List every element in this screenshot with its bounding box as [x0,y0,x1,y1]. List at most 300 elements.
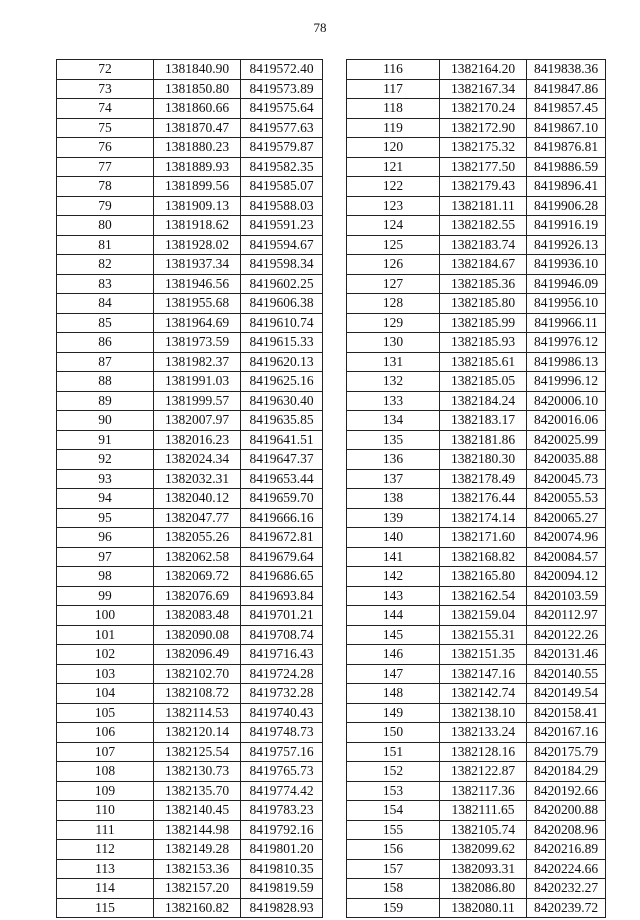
table-row [347,294,606,314]
table-row [57,177,323,197]
point-number-cell: 152 [347,762,440,782]
coordinate-x-cell: 1382062.58 [154,547,241,567]
coordinate-y-cell: 8420158.41 [527,703,606,723]
coordinate-y-cell: 8420167.16 [527,723,606,743]
coordinate-x-cell: 1382180.30 [440,450,527,470]
point-number-cell: 73 [57,79,154,99]
table-row [57,294,323,314]
coordinate-x-cell: 1382142.74 [440,684,527,704]
coordinate-x-cell: 1382135.70 [154,781,241,801]
coordinate-x-cell: 1382076.69 [154,586,241,606]
table-row [57,255,323,275]
table-row [347,762,606,782]
point-number-cell: 131 [347,352,440,372]
coordinate-x-cell: 1381964.69 [154,313,241,333]
table-row [57,274,323,294]
coordinate-y-cell: 8419857.45 [527,99,606,119]
table-row [57,489,323,509]
coordinate-y-cell: 8419986.13 [527,352,606,372]
coordinate-y-cell: 8420192.66 [527,781,606,801]
coordinate-x-cell: 1382176.44 [440,489,527,509]
point-number-cell: 150 [347,723,440,743]
coordinate-x-cell: 1382047.77 [154,508,241,528]
coordinate-x-cell: 1381999.57 [154,391,241,411]
coordinate-x-cell: 1382055.26 [154,528,241,548]
table-row [347,138,606,158]
coordinate-y-cell: 8419641.51 [241,430,323,450]
table-row [57,138,323,158]
coordinate-y-cell: 8419686.65 [241,567,323,587]
coordinate-x-cell: 1382122.87 [440,762,527,782]
coordinate-x-cell: 1382069.72 [154,567,241,587]
coordinate-x-cell: 1381918.62 [154,216,241,236]
coordinate-y-cell: 8420140.55 [527,664,606,684]
table-row [57,157,323,177]
point-number-cell: 72 [57,60,154,80]
coordinate-y-cell: 8419748.73 [241,723,323,743]
point-number-cell: 110 [57,801,154,821]
point-number-cell: 105 [57,703,154,723]
table-row [347,430,606,450]
coordinate-x-cell: 1381880.23 [154,138,241,158]
table-row [57,235,323,255]
point-number-cell: 106 [57,723,154,743]
point-number-cell: 107 [57,742,154,762]
coordinates-table-right [346,59,606,918]
coordinate-y-cell: 8419976.12 [527,333,606,353]
point-number-cell: 91 [57,430,154,450]
coordinate-y-cell: 8419838.36 [527,60,606,80]
table-row [347,118,606,138]
table-row [347,586,606,606]
point-number-cell: 126 [347,255,440,275]
table-row [57,703,323,723]
table-row [347,196,606,216]
coordinate-x-cell: 1382144.98 [154,820,241,840]
coordinate-y-cell: 8420084.57 [527,547,606,567]
table-row [57,118,323,138]
coordinate-x-cell: 1382162.54 [440,586,527,606]
coordinate-y-cell: 8419801.20 [241,840,323,860]
point-number-cell: 100 [57,606,154,626]
point-number-cell: 149 [347,703,440,723]
coordinate-x-cell: 1382164.20 [440,60,527,80]
coordinate-y-cell: 8420035.88 [527,450,606,470]
coordinate-y-cell: 8420131.46 [527,645,606,665]
coordinate-x-cell: 1381850.80 [154,79,241,99]
coordinate-y-cell: 8419936.10 [527,255,606,275]
table-row [347,898,606,918]
point-number-cell: 141 [347,547,440,567]
coordinate-y-cell: 8419757.16 [241,742,323,762]
point-number-cell: 155 [347,820,440,840]
table-row [57,723,323,743]
coordinate-y-cell: 8419886.59 [527,157,606,177]
table-row [347,79,606,99]
table-row [347,352,606,372]
coordinate-y-cell: 8419615.33 [241,333,323,353]
point-number-cell: 116 [347,60,440,80]
table-row [347,625,606,645]
point-number-cell: 102 [57,645,154,665]
point-number-cell: 90 [57,411,154,431]
point-number-cell: 80 [57,216,154,236]
coordinate-x-cell: 1382114.53 [154,703,241,723]
table-row [347,528,606,548]
point-number-cell: 96 [57,528,154,548]
coordinate-y-cell: 8419996.12 [527,372,606,392]
coordinate-y-cell: 8419572.40 [241,60,323,80]
point-number-cell: 129 [347,313,440,333]
coordinate-y-cell: 8420065.27 [527,508,606,528]
point-number-cell: 159 [347,898,440,918]
coordinate-y-cell: 8419916.19 [527,216,606,236]
table-row [347,606,606,626]
coordinate-y-cell: 8419679.64 [241,547,323,567]
coordinate-x-cell: 1382138.10 [440,703,527,723]
table-row [57,333,323,353]
point-number-cell: 99 [57,586,154,606]
coordinate-y-cell: 8419573.89 [241,79,323,99]
table-row [347,684,606,704]
coordinate-y-cell: 8419819.59 [241,879,323,899]
table-row [347,333,606,353]
coordinate-y-cell: 8420055.53 [527,489,606,509]
coordinate-y-cell: 8419598.34 [241,255,323,275]
coordinate-x-cell: 1381928.02 [154,235,241,255]
table-row [57,508,323,528]
point-number-cell: 156 [347,840,440,860]
point-number-cell: 154 [347,801,440,821]
coordinate-y-cell: 8419867.10 [527,118,606,138]
coordinate-x-cell: 1381946.56 [154,274,241,294]
coordinate-x-cell: 1382165.80 [440,567,527,587]
coordinate-y-cell: 8419792.16 [241,820,323,840]
coordinate-x-cell: 1382181.86 [440,430,527,450]
table-row [347,177,606,197]
point-number-cell: 125 [347,235,440,255]
coordinates-table-left [56,59,323,918]
coordinate-y-cell: 8419926.13 [527,235,606,255]
table-row [57,801,323,821]
point-number-cell: 133 [347,391,440,411]
coordinate-y-cell: 8419620.13 [241,352,323,372]
coordinate-y-cell: 8420184.29 [527,762,606,782]
table-row [347,313,606,333]
point-number-cell: 136 [347,450,440,470]
coordinate-x-cell: 1382183.74 [440,235,527,255]
coordinate-x-cell: 1382096.49 [154,645,241,665]
coordinate-x-cell: 1382117.36 [440,781,527,801]
coordinate-x-cell: 1382040.12 [154,489,241,509]
point-number-cell: 103 [57,664,154,684]
table-row [347,840,606,860]
table-row [347,879,606,899]
table-row [57,99,323,119]
coordinate-y-cell: 8419577.63 [241,118,323,138]
coordinate-y-cell: 8419946.09 [527,274,606,294]
table-row [347,60,606,80]
coordinate-y-cell: 8419716.43 [241,645,323,665]
coordinate-x-cell: 1381955.68 [154,294,241,314]
coordinate-y-cell: 8419647.37 [241,450,323,470]
table-row [57,625,323,645]
coordinate-x-cell: 1382147.16 [440,664,527,684]
coordinate-x-cell: 1382149.28 [154,840,241,860]
table-row [347,411,606,431]
point-number-cell: 77 [57,157,154,177]
table-row [57,430,323,450]
table-row [57,216,323,236]
table-row [57,645,323,665]
coordinate-x-cell: 1382102.70 [154,664,241,684]
point-number-cell: 98 [57,567,154,587]
table-row [347,742,606,762]
point-number-cell: 128 [347,294,440,314]
point-number-cell: 114 [57,879,154,899]
point-number-cell: 81 [57,235,154,255]
coordinate-x-cell: 1381860.66 [154,99,241,119]
coordinate-x-cell: 1382086.80 [440,879,527,899]
coordinate-y-cell: 8419591.23 [241,216,323,236]
coordinate-y-cell: 8419774.42 [241,781,323,801]
coordinate-y-cell: 8420200.88 [527,801,606,821]
point-number-cell: 127 [347,274,440,294]
point-number-cell: 83 [57,274,154,294]
coordinate-x-cell: 1381991.03 [154,372,241,392]
table-row [347,255,606,275]
table-row [347,781,606,801]
point-number-cell: 78 [57,177,154,197]
point-number-cell: 109 [57,781,154,801]
point-number-cell: 140 [347,528,440,548]
coordinate-y-cell: 8420074.96 [527,528,606,548]
coordinate-x-cell: 1382181.11 [440,196,527,216]
point-number-cell: 111 [57,820,154,840]
coordinate-x-cell: 1382140.45 [154,801,241,821]
coordinate-x-cell: 1382128.16 [440,742,527,762]
coordinate-x-cell: 1382183.17 [440,411,527,431]
coordinate-y-cell: 8419672.81 [241,528,323,548]
point-number-cell: 153 [347,781,440,801]
point-number-cell: 75 [57,118,154,138]
coordinate-y-cell: 8420149.54 [527,684,606,704]
coordinate-x-cell: 1382032.31 [154,469,241,489]
point-number-cell: 139 [347,508,440,528]
coordinate-x-cell: 1382130.73 [154,762,241,782]
point-number-cell: 119 [347,118,440,138]
point-number-cell: 120 [347,138,440,158]
coordinate-x-cell: 1382185.05 [440,372,527,392]
point-number-cell: 158 [347,879,440,899]
coordinate-x-cell: 1381973.59 [154,333,241,353]
coordinate-y-cell: 8420112.97 [527,606,606,626]
point-number-cell: 88 [57,372,154,392]
table-row [347,391,606,411]
coordinate-y-cell: 8420045.73 [527,469,606,489]
table-row [347,372,606,392]
coordinate-y-cell: 8419625.16 [241,372,323,392]
coordinate-x-cell: 1382185.36 [440,274,527,294]
coordinate-y-cell: 8419708.74 [241,625,323,645]
point-number-cell: 146 [347,645,440,665]
point-number-cell: 134 [347,411,440,431]
point-number-cell: 92 [57,450,154,470]
coordinate-y-cell: 8420239.72 [527,898,606,918]
coordinate-y-cell: 8420208.96 [527,820,606,840]
coordinate-x-cell: 1382182.55 [440,216,527,236]
table-row [57,567,323,587]
coordinate-y-cell: 8419810.35 [241,859,323,879]
coordinate-x-cell: 1382157.20 [154,879,241,899]
coordinate-y-cell: 8420025.99 [527,430,606,450]
point-number-cell: 95 [57,508,154,528]
coordinate-y-cell: 8420175.79 [527,742,606,762]
coordinate-x-cell: 1382108.72 [154,684,241,704]
table-row [347,723,606,743]
coordinate-y-cell: 8419828.93 [241,898,323,918]
table-row [347,567,606,587]
coordinate-y-cell: 8419693.84 [241,586,323,606]
table-row [347,859,606,879]
coordinate-x-cell: 1382080.11 [440,898,527,918]
coordinate-x-cell: 1382155.31 [440,625,527,645]
coordinate-y-cell: 8419847.86 [527,79,606,99]
coordinate-x-cell: 1382105.74 [440,820,527,840]
table-row [57,781,323,801]
table-row [57,664,323,684]
point-number-cell: 84 [57,294,154,314]
table-row [347,235,606,255]
coordinate-y-cell: 8419906.28 [527,196,606,216]
table-row [347,547,606,567]
point-number-cell: 138 [347,489,440,509]
table-row [57,859,323,879]
coordinate-y-cell: 8419606.38 [241,294,323,314]
table-row [57,352,323,372]
point-number-cell: 151 [347,742,440,762]
coordinate-x-cell: 1382170.24 [440,99,527,119]
point-number-cell: 97 [57,547,154,567]
point-number-cell: 124 [347,216,440,236]
point-number-cell: 89 [57,391,154,411]
coordinate-x-cell: 1382179.43 [440,177,527,197]
coordinate-y-cell: 8419956.10 [527,294,606,314]
point-number-cell: 86 [57,333,154,353]
coordinate-x-cell: 1381840.90 [154,60,241,80]
point-number-cell: 94 [57,489,154,509]
table-row [57,820,323,840]
coordinate-x-cell: 1382185.93 [440,333,527,353]
coordinate-y-cell: 8419896.41 [527,177,606,197]
table-row [57,879,323,899]
table-row [57,79,323,99]
table-row [347,801,606,821]
coordinate-x-cell: 1382024.34 [154,450,241,470]
coordinate-y-cell: 8419582.35 [241,157,323,177]
coordinate-x-cell: 1382016.23 [154,430,241,450]
coordinate-x-cell: 1382178.49 [440,469,527,489]
coordinate-x-cell: 1381899.56 [154,177,241,197]
table-row [57,528,323,548]
coordinate-x-cell: 1382184.67 [440,255,527,275]
coordinate-y-cell: 8419585.07 [241,177,323,197]
point-number-cell: 145 [347,625,440,645]
coordinate-y-cell: 8419783.23 [241,801,323,821]
coordinate-x-cell: 1382007.97 [154,411,241,431]
table-row [57,762,323,782]
point-number-cell: 104 [57,684,154,704]
table-row [347,645,606,665]
point-number-cell: 79 [57,196,154,216]
table-row [57,547,323,567]
coordinate-x-cell: 1382133.24 [440,723,527,743]
point-number-cell: 115 [57,898,154,918]
coordinate-x-cell: 1382090.08 [154,625,241,645]
point-number-cell: 144 [347,606,440,626]
table-row [347,274,606,294]
point-number-cell: 157 [347,859,440,879]
point-number-cell: 87 [57,352,154,372]
coordinate-x-cell: 1382171.60 [440,528,527,548]
coordinate-y-cell: 8419740.43 [241,703,323,723]
coordinate-x-cell: 1382153.36 [154,859,241,879]
coordinate-y-cell: 8419602.25 [241,274,323,294]
coordinate-x-cell: 1382174.14 [440,508,527,528]
table-row [347,469,606,489]
table-row [57,898,323,918]
coordinate-x-cell: 1382167.34 [440,79,527,99]
coordinate-x-cell: 1382099.62 [440,840,527,860]
coordinate-x-cell: 1382177.50 [440,157,527,177]
table-row [57,450,323,470]
table-row [347,703,606,723]
coordinate-y-cell: 8419724.28 [241,664,323,684]
coordinate-y-cell: 8419588.03 [241,196,323,216]
table-row [57,60,323,80]
table-row [347,489,606,509]
table-row [347,664,606,684]
table-row [347,216,606,236]
table-row [347,157,606,177]
coordinate-y-cell: 8419876.81 [527,138,606,158]
table-row [347,820,606,840]
table-row [57,196,323,216]
coordinate-x-cell: 1382185.80 [440,294,527,314]
table-row [57,372,323,392]
table-row [347,508,606,528]
table-row [57,469,323,489]
point-number-cell: 121 [347,157,440,177]
coordinate-y-cell: 8419635.85 [241,411,323,431]
coordinate-x-cell: 1382175.32 [440,138,527,158]
coordinate-y-cell: 8420216.89 [527,840,606,860]
coordinate-y-cell: 8420103.59 [527,586,606,606]
table-row [57,606,323,626]
coordinate-x-cell: 1381982.37 [154,352,241,372]
coordinate-y-cell: 8419966.11 [527,313,606,333]
coordinate-y-cell: 8419732.28 [241,684,323,704]
coordinate-x-cell: 1382120.14 [154,723,241,743]
table-row [57,313,323,333]
table-row [57,742,323,762]
coordinate-x-cell: 1381909.13 [154,196,241,216]
point-number-cell: 117 [347,79,440,99]
coordinate-x-cell: 1382083.48 [154,606,241,626]
point-number-cell: 112 [57,840,154,860]
coordinate-y-cell: 8420122.26 [527,625,606,645]
coordinate-x-cell: 1382185.61 [440,352,527,372]
